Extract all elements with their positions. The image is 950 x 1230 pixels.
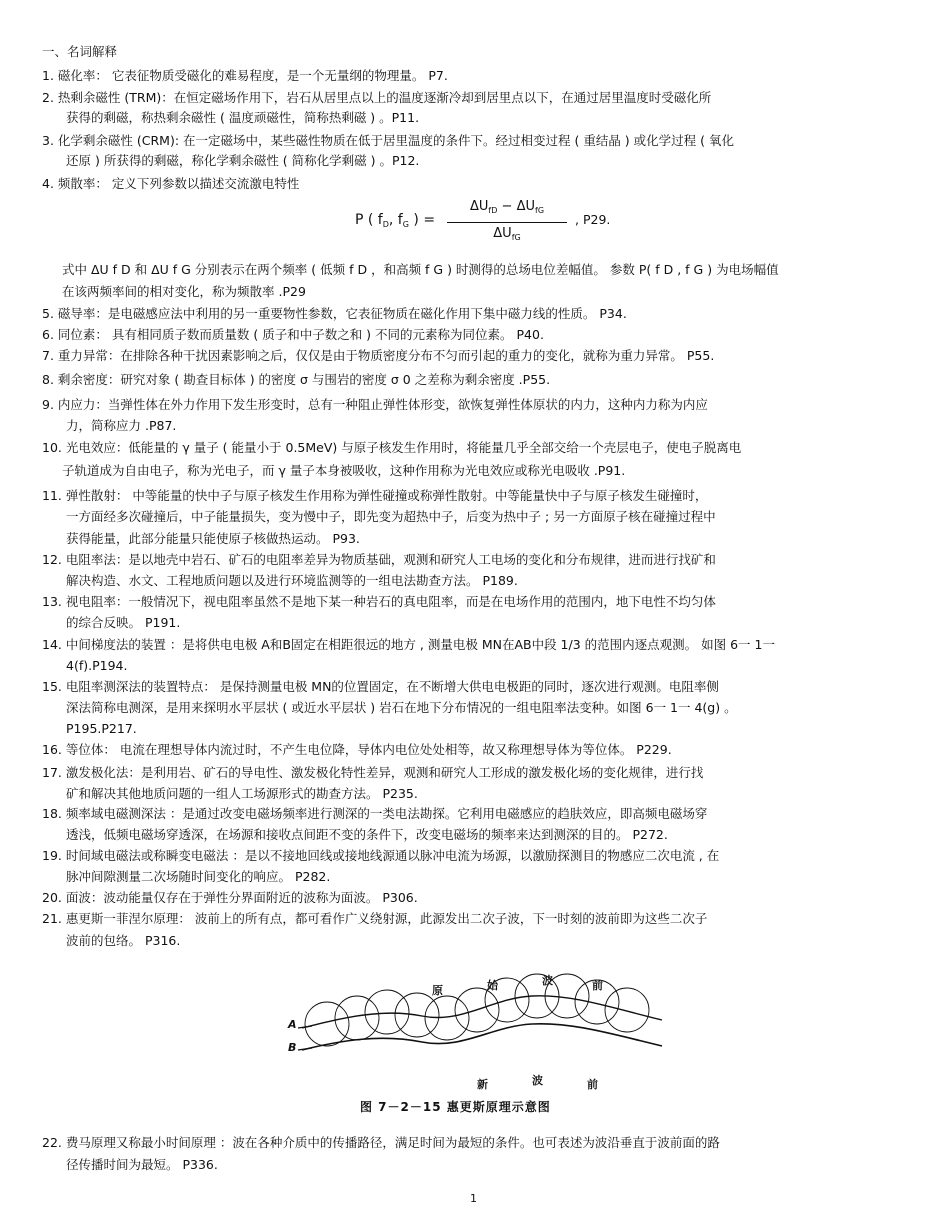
formula-note: 式中 ΔU f D 和 ΔU f G 分别表示在两个频率 ( 低频 f D ，和高频 f G ) 时测得的总场电位差幅值。 参数 P( f D , f G ) 为电场幅值 [62,262,779,277]
term-3-cont: 还原 ) 所获得的剩磁，称化学剩余磁性 ( 简称化学剩磁 ) 。P12. [66,153,420,168]
term-14-cont: 4(f).P194. [66,658,128,673]
term-13-cont: 的综合反映。 P191. [66,615,181,630]
section-title: 一、名词解释 [42,44,118,59]
dispersion-formula [355,198,675,248]
term-21-cont: 波前的包络。 P316. [66,933,181,948]
label-yuan: 原 [432,984,443,997]
label-a: A [288,1018,297,1031]
term-12: 12. 电阻率法：是以地壳中岩石、矿石的电阻率差异为物质基础，观测和研究人工电场的变化和分布规律，进而进行找矿和 [42,552,716,567]
term-10: 10. 光电效应：低能量的 γ 量子 ( 能量小于 0.5MeV) 与原子核发生作用时，将能量几乎全部交给一个壳层电子，使电子脱离电 [42,440,742,455]
formula-denominator: $\Delta U_{fG}$ [493,226,521,242]
term-4: 4. 频散率： 定义下列参数以描述交流激电特性 [42,176,300,191]
term-11: 11. 弹性散射： 中等能量的快中子与原子核发生作用称为弹性碰撞或称弹性散射。中等能量快中子与原子核发生碰撞时， [42,488,708,503]
label-shi: 始 [487,979,498,992]
term-1: 1. 磁化率： 它表征物质受磁化的难易程度，是一个无量纲的物理量。 P7. [42,68,448,83]
label-xin: 新 [477,1078,488,1091]
term-8: 8. 剩余密度：研究对象 ( 勘查目标体 ) 的密度 σ 与围岩的密度 σ 0 之差称为剩余密度 .P55. [42,372,551,387]
label-bo2: 波 [532,1074,543,1087]
formula-fraction [447,198,567,247]
label-b: B [288,1041,297,1054]
term-3: 3. 化学剩余磁性 (CRM): 在一定磁场中，某些磁性物质在低于居里温度的条件下。经过相变过程 ( 重结晶 ) 或化学过程 ( 氧化 [42,133,734,148]
term-2: 2. 热剩余磁性 (TRM)：在恒定磁场作用下，岩石从居里点以上的温度逐渐冷却到居里点以下，在通过居里温度时受磁化所 [42,90,712,105]
term-9: 9. 内应力：当弹性体在外力作用下发生形变时，总有一种阻止弹性体形变，欲恢复弹性体原状的内力，这种内力称为内应 [42,397,708,412]
term-18: 18. 频率域电磁测深法 ：是通过改变电磁场频率进行测深的一类电法勘探。它利用电磁感应的趋肤效应，即高频电磁场穿 [42,806,708,821]
term-17-cont: 矿和解决其他地质问题的一组人工场源形式的勘查方法。 P235. [66,786,418,801]
term-17: 17. 激发极化法：是利用岩、矿石的导电性、激发极化特性差异，观测和研究人工形成的激发极化场的变化规律，进行找 [42,765,704,780]
term-18-cont: 透浅，低频电磁场穿透深，在场源和接收点间距不变的条件下，改变电磁场的频率来达到测深的目的。 P272. [66,827,668,842]
term-22-cont: 径传播时间为最短。 P336. [66,1157,218,1172]
term-22: 22. 费马原理又称最小时间原理 ：波在各种介质中的传播路径，满足时间为最短的条件。也可表述为波沿垂直于波前面的路 [42,1135,720,1150]
label-bo: 波 [542,974,553,987]
term-7: 7. 重力异常：在排除各种干扰因素影响之后，仅仅是由于物质密度分布不匀而引起的重力的变化，就称为重力异常。 P55. [42,348,715,363]
label-qian: 前 [592,979,603,992]
term-11-cont2: 获得能量，此部分能量只能使原子核做热运动。 P93. [66,531,360,546]
term-15-cont: 深法简称电测深，是用来探明水平层状 ( 或近水平层状 ) 岩石在地下分布情况的一组电阻率法变种。如图 6一 1一 4(g) 。 [66,700,737,715]
term-16: 16. 等位体： 电流在理想导体内流过时，不产生电位降，导体内电位处处相等，故又称理想导体为等位体。 P229. [42,742,672,757]
formula-lhs: P ( $f_D$, $f_G$ ) = [355,212,436,229]
term-9-cont: 力，简称应力 .P87. [66,418,177,433]
term-10-cont: 子轨道成为自由电子，称为光电子，而 γ 量子本身被吸收，这种作用称为光电效应或称光电吸收 .P91. [62,463,626,478]
label-qian2: 前 [587,1078,598,1091]
term-6: 6. 同位素： 具有相同质子数而质量数 ( 质子和中子数之和 ) 不同的元素称为同位素。 P40. [42,327,544,342]
term-15: 15. 电阻率测深法的装置特点： 是保持测量电极 MN的位置固定，在不断增大供电电极距的同时，逐次进行观测。电阻率侧 [42,679,719,694]
term-19-cont: 脉冲间隙测量二次场随时间变化的响应。 P282. [66,869,331,884]
term-21: 21. 惠更斯一菲涅尔原理： 波前上的所有点，都可看作广义绕射源，此源发出二次子波，下一时刻的波前即为这些二次子 [42,911,708,926]
term-11-cont: 一方面经多次碰撞后，中子能量损失，变为慢中子，即先变为超热中子，后变为热中子 ; 另一方面原子核在碰撞过程中 [66,509,716,524]
page-number: 1 [470,1192,477,1205]
term-14: 14. 中间梯度法的装置 ：是将供电电极 A和B固定在相距很远的地方 , 测量电极 MN在AB中段 1/3 的范围内逐点观测。 如图 6一 1一 [42,637,775,652]
formula-page-ref: , P29. [575,212,611,227]
huygens-diagram [282,968,682,1093]
term-15-cont2: P195.P217. [66,721,137,736]
term-2-cont: 获得的剩磁，称热剩余磁性 ( 温度顽磁性，简称热剩磁 ) 。P11. [66,110,420,125]
formula-note-cont: 在该两频率间的相对变化，称为频散率 .P29 [62,284,306,299]
formula-numerator: $\Delta U_{fD} - \Delta U_{fG}$ [447,198,567,223]
term-20: 20. 面波：波动能量仅存在于弹性分界面附近的波称为面波。 P306. [42,890,418,905]
figure-caption: 图 7－2－15 惠更斯原理示意图 [360,1100,551,1114]
term-13: 13. 视电阻率：一般情况下，视电阻率虽然不是地下某一种岩石的真电阻率，而是在电场作用的范围内，地下电性不均匀体 [42,594,716,609]
term-19: 19. 时间域电磁法或称瞬变电磁法 ：是以不接地回线或接地线源通以脉冲电流为场源，以激励探测目的物感应二次电流 , 在 [42,848,720,863]
term-12-cont: 解决构造、水文、工程地质问题以及进行环境监测等的一组电法勘查方法。 P189. [66,573,518,588]
term-5: 5. 磁导率：是电磁感应法中利用的另一重要物性参数，它表征物质在磁化作用下集中磁力线的性质。 P34. [42,306,627,321]
